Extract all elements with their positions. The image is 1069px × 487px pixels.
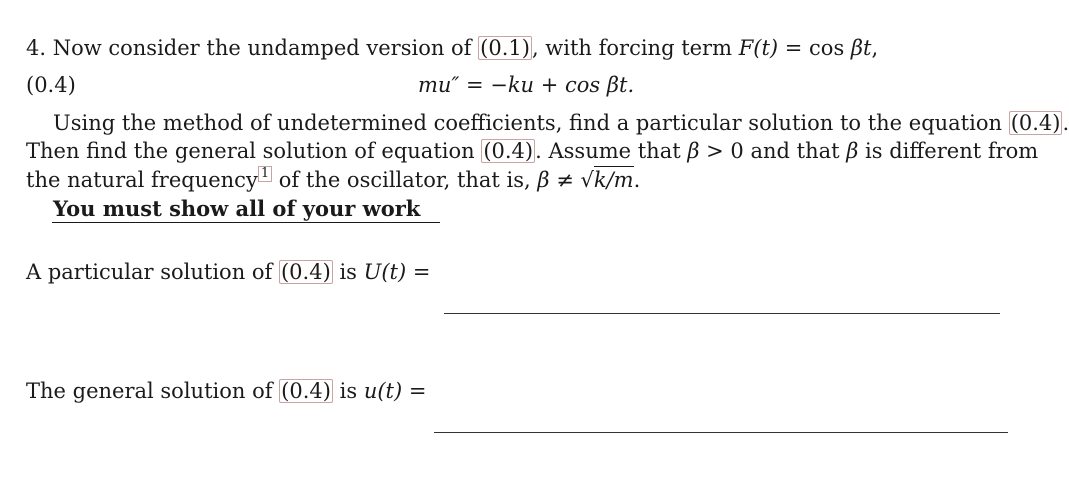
problem-intro xyxy=(26,36,878,60)
para-line2-mid: . Assume that xyxy=(535,139,688,163)
paragraph-line-2 xyxy=(26,139,1038,163)
general-prefix: The general solution of xyxy=(26,379,280,403)
equation-ref-link[interactable]: (0.4) xyxy=(281,379,331,403)
para-line3-text: the natural frequency xyxy=(26,168,258,192)
general-eq: = xyxy=(402,379,427,403)
sqrt-radicand: k/m xyxy=(593,168,634,192)
para-line2-text: Then find the general solution of equation xyxy=(26,139,482,163)
general-solution-label xyxy=(26,379,426,403)
general-answer-field[interactable] xyxy=(434,432,1008,433)
para-line1-end: . xyxy=(1062,111,1069,135)
equation-label: (0.4) xyxy=(26,73,76,97)
particular-answer-field[interactable] xyxy=(444,313,1000,314)
intro-end: , xyxy=(871,36,879,60)
intro-beta-t: βt xyxy=(850,36,872,60)
general-mid: is xyxy=(332,379,364,403)
beta-symbol: β xyxy=(846,139,859,163)
equation-ref-link[interactable]: (0.4) xyxy=(483,139,534,163)
beta-neq: β ≠ xyxy=(537,168,581,192)
intro-mid: , with forcing term xyxy=(531,36,739,60)
note-underline xyxy=(52,222,440,223)
para-line3-end: . xyxy=(633,168,641,192)
particular-eq: = xyxy=(406,260,431,284)
equation-ref-link[interactable]: (0.4) xyxy=(1010,111,1061,135)
intro-prefix: 4. Now consider the undamped version of xyxy=(26,36,479,60)
particular-mid: is xyxy=(332,260,364,284)
show-work-note: You must show all of your work xyxy=(53,196,421,221)
particular-var: U(t) xyxy=(363,260,407,284)
particular-solution-label xyxy=(26,260,430,284)
para-line2-mid2: > 0 and that xyxy=(699,139,847,163)
paragraph-line-3 xyxy=(26,168,640,192)
particular-prefix: A particular solution of xyxy=(26,260,279,284)
sqrt-icon: √ xyxy=(580,168,594,192)
para-line3-mid: of the oscillator, that is, xyxy=(272,168,538,192)
footnote-link[interactable]: 1 xyxy=(258,166,272,182)
display-equation: mu″ = −ku + cos βt. xyxy=(418,73,635,97)
general-var: u(t) xyxy=(363,379,403,403)
equation-ref-link[interactable]: (0.4) xyxy=(280,260,331,284)
para-line2-end: is different from xyxy=(858,139,1039,163)
forcing-function: F(t) xyxy=(738,36,779,60)
paragraph-line-1 xyxy=(53,111,1069,135)
intro-eq: = cos xyxy=(778,36,851,60)
para-line1-text: Using the method of undetermined coefficients, find a particular solution to the equation xyxy=(53,111,1009,135)
beta-symbol: β xyxy=(687,139,700,163)
equation-ref-link[interactable]: (0.1) xyxy=(480,36,530,60)
